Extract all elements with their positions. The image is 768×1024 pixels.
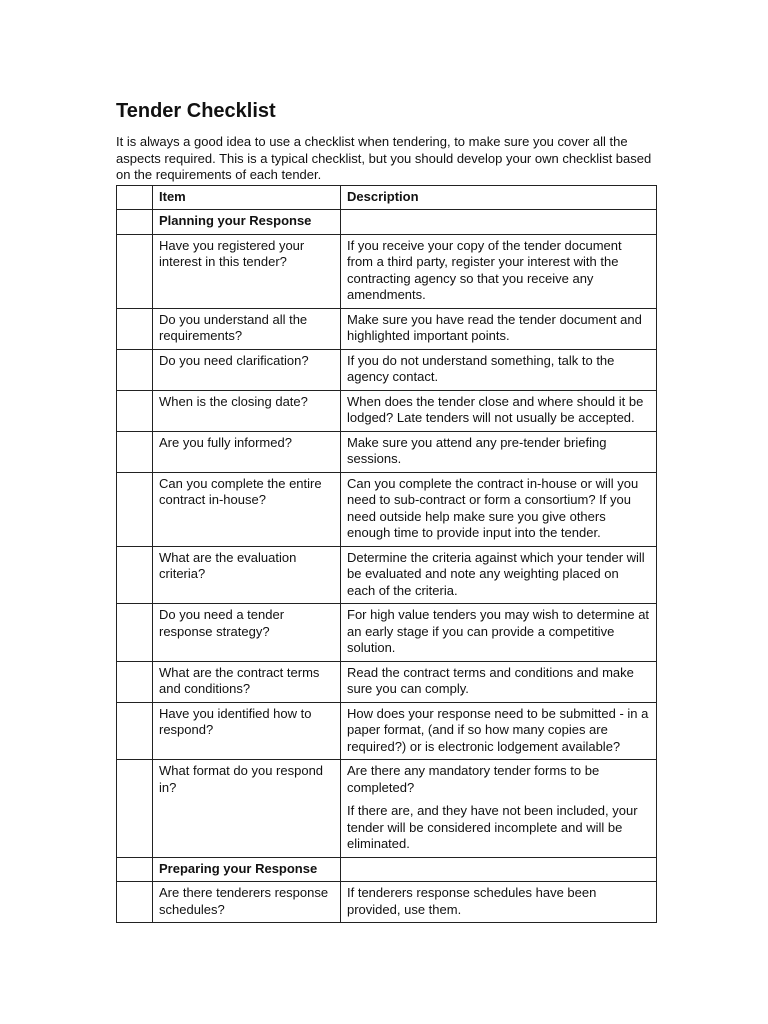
item-cell: Can you complete the entire contract in-house? [153, 472, 341, 546]
description-cell [341, 349, 657, 390]
section-row [117, 210, 657, 235]
section-description-cell [341, 210, 657, 235]
check-cell [117, 210, 153, 235]
check-cell [117, 431, 153, 472]
table-row [117, 431, 657, 472]
section-row [117, 857, 657, 882]
description-cell [341, 702, 657, 760]
section-title: Planning your Response [153, 210, 341, 235]
item-cell: When is the closing date? [153, 390, 341, 431]
description-paragraph: Can you complete the contract in-house or will you need to sub-contract or form a consortium? If you need outside help make sure you give others enough time to provide input into the tender. [347, 475, 639, 540]
page-title: Tender Checklist [116, 100, 276, 122]
description-paragraph: If you receive your copy of the tender document from a third party, register your interest with the contracting agency so that you receive any amendments. [347, 237, 622, 302]
description-paragraph: Read the contract terms and conditions and make sure you can comply. [347, 664, 634, 696]
description-cell [341, 308, 657, 349]
checklist-table [116, 185, 657, 924]
header-description: Description [341, 185, 657, 210]
check-cell [117, 702, 153, 760]
check-cell [117, 661, 153, 702]
description-paragraph: Make sure you attend any pre-tender briefing sessions. [347, 434, 607, 466]
description-cell [341, 882, 657, 923]
description-cell [341, 546, 657, 604]
section-title: Preparing your Response [153, 857, 341, 882]
description-paragraph: If there are, and they have not been included, your tender will be considered incomplete and will be eliminated. [347, 803, 638, 851]
description-cell [341, 472, 657, 546]
description-paragraph: If you do not understand something, talk to the agency contact. [347, 352, 615, 384]
item-cell: Are you fully informed? [153, 431, 341, 472]
description-paragraph: Determine the criteria against which your tender will be evaluated and note any weighting placed on each of the criteria. [347, 549, 645, 598]
intro-paragraph: It is always a good idea to use a checklist when tendering, to make sure you cover all the aspects required. This is a typical checklist, but you should develop your own checklist based on the requirements of each tender. [116, 134, 652, 182]
item-cell: Do you understand all the requirements? [153, 308, 341, 349]
check-cell [117, 857, 153, 882]
check-cell [117, 472, 153, 546]
table-row [117, 882, 657, 923]
description-cell [341, 431, 657, 472]
table-row [117, 472, 657, 546]
table-row [117, 760, 657, 858]
document-page [116, 98, 656, 923]
item-cell: Have you registered your interest in this tender? [153, 234, 341, 308]
item-cell: What are the evaluation criteria? [153, 546, 341, 604]
table-row [117, 546, 657, 604]
description-paragraph: Make sure you have read the tender document and highlighted important points. [347, 311, 642, 343]
header-item: Item [153, 185, 341, 210]
header-check [117, 185, 153, 210]
description-paragraph: Are there any mandatory tender forms to be completed? [347, 763, 600, 795]
table-row [117, 702, 657, 760]
description-paragraph: For high value tenders you may wish to determine at an early stage if you can provide a competitive solution. [347, 607, 650, 655]
check-cell [117, 604, 153, 662]
description-cell [341, 234, 657, 308]
check-cell [117, 234, 153, 308]
check-cell [117, 308, 153, 349]
item-cell: Do you need clarification? [153, 349, 341, 390]
description-cell [341, 760, 657, 858]
table-row [117, 308, 657, 349]
item-cell: Have you identified how to respond? [153, 702, 341, 760]
description-cell [341, 604, 657, 662]
check-cell [117, 349, 153, 390]
item-cell: What are the contract terms and conditions? [153, 661, 341, 702]
item-cell: Do you need a tender response strategy? [153, 604, 341, 662]
check-cell [117, 546, 153, 604]
check-cell [117, 760, 153, 858]
table-header-row [117, 185, 657, 210]
table-row [117, 349, 657, 390]
description-paragraph: When does the tender close and where should it be lodged? Late tenders will not usually be accepted. [347, 393, 644, 425]
description-cell [341, 390, 657, 431]
table-row [117, 234, 657, 308]
table-row [117, 390, 657, 431]
check-cell [117, 882, 153, 923]
table-row [117, 604, 657, 662]
description-paragraph: If tenderers response schedules have been provided, use them. [347, 885, 597, 917]
table-row [117, 661, 657, 702]
description-paragraph: How does your response need to be submitted - in a paper format, (and if so how many copies are required?) or is electronic lodgement available? [347, 705, 649, 754]
checklist-body [117, 210, 657, 923]
item-cell: Are there tenderers response schedules? [153, 882, 341, 923]
section-description-cell [341, 857, 657, 882]
check-cell [117, 390, 153, 431]
item-cell: What format do you respond in? [153, 760, 341, 858]
description-cell [341, 661, 657, 702]
